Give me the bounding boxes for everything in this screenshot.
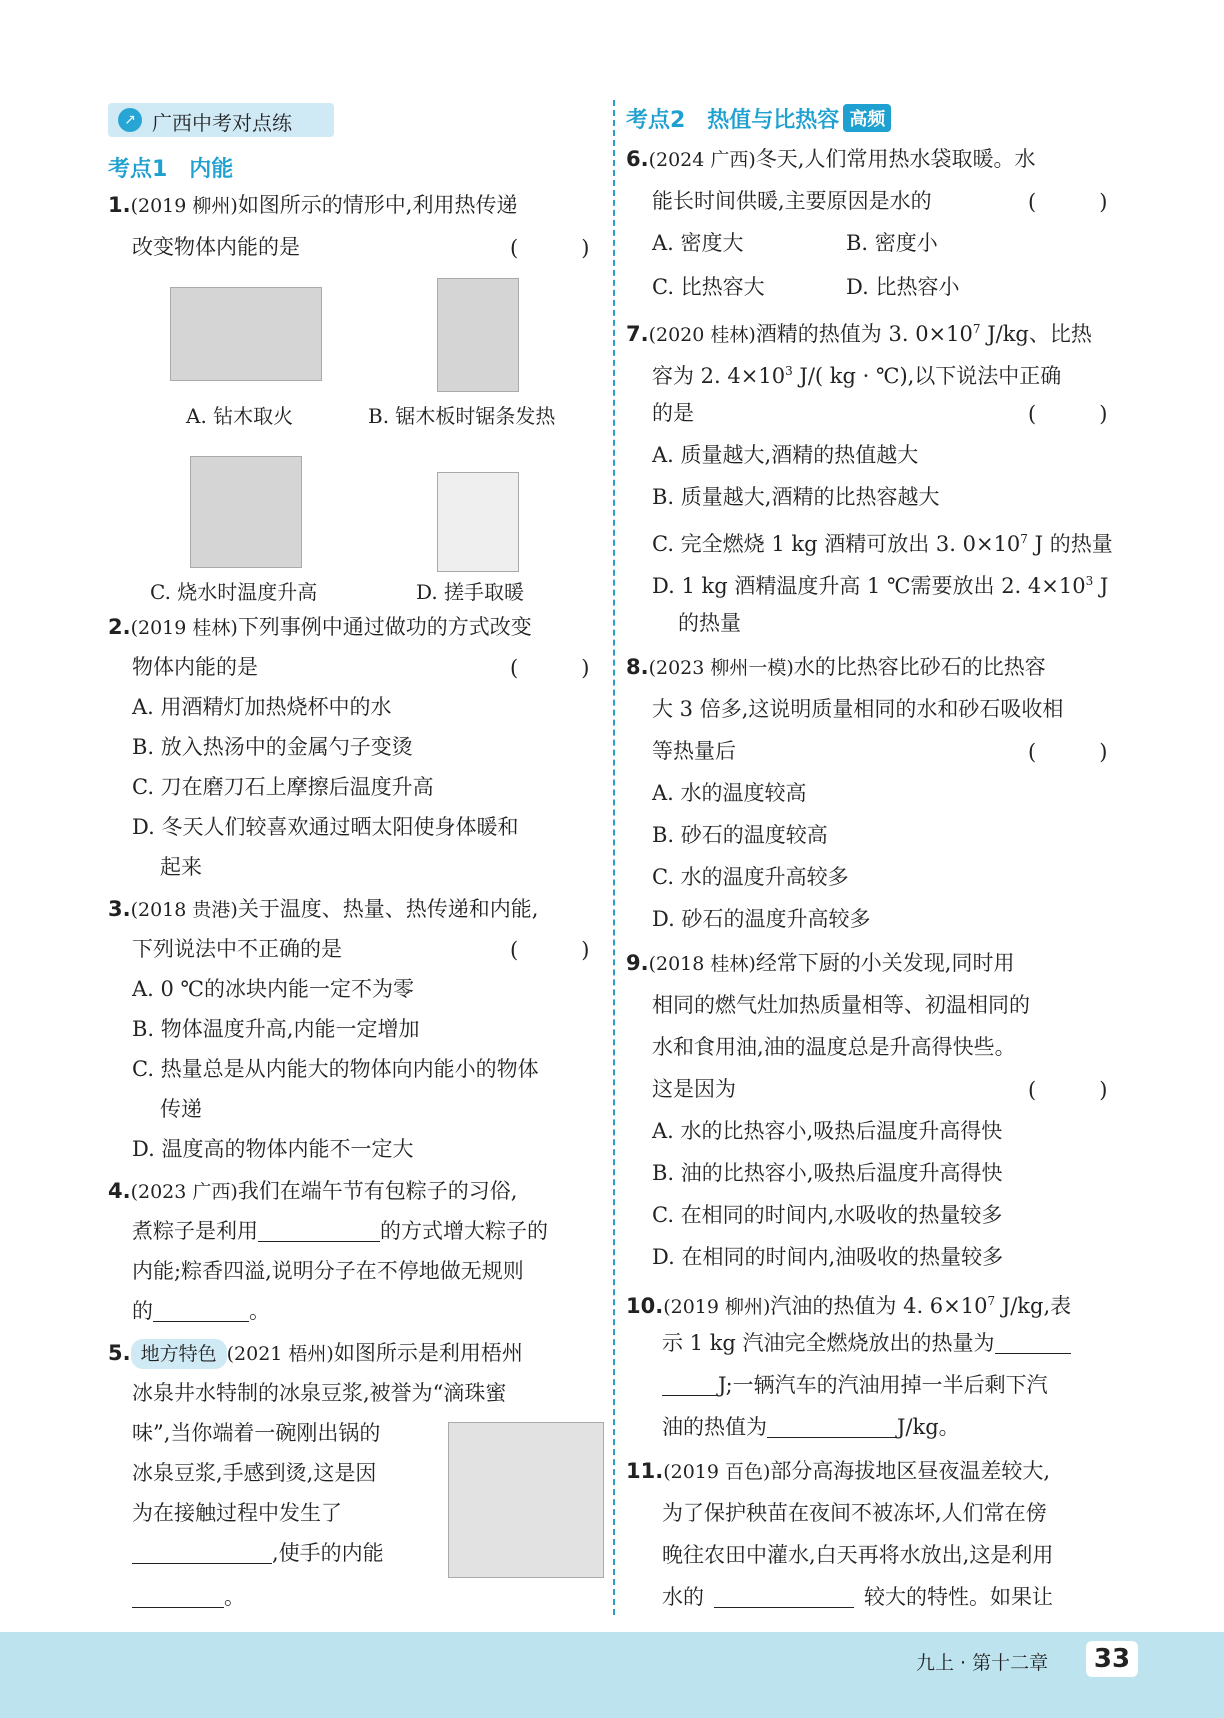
q11-blank1[interactable] [714,1585,854,1608]
q6-answer-paren: ( ) [1028,190,1108,214]
q9-line3: 水和食用油,油的温度总是升高得快些。 [652,1035,1016,1059]
q1-caption-b: B. 锯木板时锯条发热 [368,404,556,428]
q1-src: (2019 柳州) [130,195,238,217]
q6-option-c: C. 比热容大 [652,275,765,299]
q8-option-c: C. 水的温度升高较多 [652,865,849,889]
q2-option-a: A. 用酒精灯加热烧杯中的水 [132,695,392,719]
q8-option-a: A. 水的温度较高 [652,781,807,805]
q6-num: 6. [626,147,649,171]
q1-caption-d: D. 搓手取暖 [416,580,525,604]
q9-option-c: C. 在相同的时间内,水吸收的热量较多 [652,1203,1003,1227]
q10-text1b: J/kg,表 [995,1294,1072,1318]
q5-text1: 如图所示是利用梧州 [333,1341,523,1365]
q3-answer-paren: ( ) [510,938,590,962]
local-feature-badge: 地方特色 [131,1339,227,1369]
q5-blank1[interactable] [132,1541,272,1564]
q7-sup1: 7 [972,322,981,336]
q7-optc-a: C. 完全燃烧 1 kg 酒精可放出 3. 0×10 [652,532,1021,556]
q8-src: (2023 柳州一模) [648,657,794,679]
q7-text1b: J/kg、比热 [980,322,1092,346]
figure-soy-milk-bowl [448,1422,604,1578]
q9-line2: 相同的燃气灶加热质量相等、初温相同的 [652,993,1030,1017]
q3-text1: 关于温度、热量、热传递和内能, [237,897,539,921]
q8-num: 8. [626,655,649,679]
q7-line2 [652,356,1061,391]
q7-optd-a: D. 1 kg 酒精温度升高 1 ℃需要放出 2. 4×10 [652,574,1086,598]
q5-text7b: 。 [224,1585,245,1609]
q2-src: (2019 桂林) [130,617,238,639]
q8-option-d: D. 砂石的温度升高较多 [652,907,871,931]
q3-line1 [108,894,539,925]
q10-text3b: J;一辆汽车的汽油用掉一半后剩下汽 [718,1373,1048,1397]
q10-sup1: 7 [987,1294,996,1308]
q11-num: 11. [626,1459,664,1483]
q10-blank2[interactable] [767,1415,897,1438]
q2-num: 2. [108,615,131,639]
q9-answer-paren: ( ) [1028,1078,1108,1102]
q11-src: (2019 百色) [663,1461,771,1483]
q5-line2: 冰泉井水特制的冰泉豆浆,被誉为“滴珠蜜 [132,1381,507,1405]
q10-num: 10. [626,1294,664,1318]
kaodian2-heading [626,103,891,134]
q6-option-b: B. 密度小 [846,231,938,255]
q4-text2b: 的方式增大粽子的 [380,1219,548,1243]
q6-text1: 冬天,人们常用热水袋取暖。水 [755,147,1036,171]
q3-num: 3. [108,897,131,921]
q11-line3: 晚往农田中灌水,白天再将水放出,这是利用 [662,1543,1054,1567]
q10-src: (2019 柳州) [663,1296,771,1318]
q7-option-c [652,524,1113,559]
q7-text2b: J/( kg · ℃),以下说法中正确 [792,364,1062,388]
q9-num: 9. [626,951,649,975]
q3-option-b: B. 物体温度升高,内能一定增加 [132,1017,420,1041]
q5-line3: 味”,当你端着一碗刚出锅的 [132,1421,381,1445]
q1-line1 [108,190,518,221]
q8-line1 [626,652,1046,683]
q1-answer-paren: ( ) [510,236,590,260]
q7-text1a: 酒精的热值为 3. 0×10 [755,322,973,346]
q11-line4 [662,1582,1053,1612]
q3-option-a: A. 0 ℃的冰块内能一定不为零 [132,977,415,1001]
q10-blank1-cont[interactable] [662,1373,718,1396]
q4-text4b: 。 [249,1299,270,1323]
q8-answer-paren: ( ) [1028,740,1108,764]
q8-text1: 水的比热容比砂石的比热容 [793,655,1046,679]
q2-text1: 下列事例中通过做功的方式改变 [237,615,532,639]
section-banner [108,103,334,137]
q5-line7 [132,1582,245,1612]
q2-answer-paren: ( ) [510,656,590,680]
q3-src: (2018 贵港) [130,899,238,921]
q7-optd-b: J [1093,574,1109,598]
q11-line1 [626,1456,1050,1487]
q11-text4a: 水的 [662,1585,704,1609]
q4-blank2[interactable] [153,1299,249,1322]
q7-option-b: B. 质量越大,酒精的比热容越大 [652,485,940,509]
q8-line2: 大 3 倍多,这说明质量相同的水和砂石吸收相 [652,697,1064,721]
figure-saw-board [437,278,519,392]
q6-option-a: A. 密度大 [652,231,744,255]
q5-src: (2021 梧州) [226,1343,334,1365]
q9-option-a: A. 水的比热容小,吸热后温度升高得快 [652,1119,1003,1143]
trend-icon: ↗ [118,108,142,132]
q9-option-d: D. 在相同的时间内,油吸收的热量较多 [652,1245,1004,1269]
q9-option-b: B. 油的比热容小,吸热后温度升高得快 [652,1161,1003,1185]
q7-sup2: 3 [785,364,793,378]
q11-line2: 为了保护秧苗在夜间不被冻坏,人们常在傍 [662,1501,1047,1525]
q7-answer-paren: ( ) [1028,402,1108,426]
q4-text4a: 的 [132,1299,153,1323]
kaodian2-text: 考点2 热值与比热容 [626,108,840,133]
q2-option-d-cont: 起来 [160,855,202,879]
q4-src: (2023 广西) [130,1181,238,1203]
q5-blank2[interactable] [132,1585,224,1608]
q9-line4: 这是因为 [652,1077,736,1101]
q6-option-d: D. 比热容小 [846,275,960,299]
q5-line5: 为在接触过程中发生了 [132,1501,342,1525]
q10-line3 [662,1370,1048,1400]
q10-line4 [662,1412,960,1442]
q4-text1: 我们在端午节有包粽子的习俗, [237,1179,518,1203]
q4-line2 [132,1216,548,1246]
q5-line6 [132,1538,384,1568]
q7-line3: 的是 [652,401,694,425]
q4-line4 [132,1296,270,1326]
q6-src: (2024 广西) [648,149,756,171]
q4-text2a: 煮粽子是利用 [132,1219,258,1243]
q3-option-c: C. 热量总是从内能大的物体向内能小的物体 [132,1057,539,1081]
q6-line1 [626,144,1036,175]
q4-line1 [108,1176,518,1207]
q6-line2: 能长时间供暖,主要原因是水的 [652,189,932,213]
q2-option-d: D. 冬天人们较喜欢通过晒太阳使身体暖和 [132,815,519,839]
q9-line1 [626,948,1015,979]
q8-option-b: B. 砂石的温度较高 [652,823,828,847]
q1-line2: 改变物体内能的是 [132,235,300,259]
q3-line2: 下列说法中不正确的是 [132,937,342,961]
q10-line2 [662,1328,1071,1358]
q3-option-c-cont: 传递 [160,1097,202,1121]
chapter-label: 九上 · 第十二章 [916,1652,1049,1674]
figure-drill-wood [170,287,322,381]
section-banner-text: 广西中考对点练 [152,111,292,135]
q1-num: 1. [108,193,131,217]
q9-text1: 经常下厨的小关发现,同时用 [755,951,1015,975]
q5-line4: 冰泉豆浆,手感到烫,这是因 [132,1461,377,1485]
q1-caption-a: A. 钻木取火 [186,404,294,428]
q7-line1 [626,314,1092,350]
q2-option-b: B. 放入热汤中的金属勺子变烫 [132,735,413,759]
q2-line1 [108,612,532,643]
q10-text1a: 汽油的热值为 4. 6×10 [770,1294,988,1318]
q11-text4b: 较大的特性。如果让 [864,1585,1053,1609]
q10-blank1[interactable] [995,1331,1071,1354]
q10-text4a: 油的热值为 [662,1415,767,1439]
figure-rubbing-hands [437,472,519,572]
page-number: 33 [1086,1641,1138,1677]
q9-src: (2018 桂林) [648,953,756,975]
q1-caption-c: C. 烧水时温度升高 [150,580,318,604]
q3-option-d: D. 温度高的物体内能不一定大 [132,1137,414,1161]
q5-text6b: ,使手的内能 [272,1541,384,1565]
column-divider [613,100,615,1615]
q7-num: 7. [626,322,649,346]
q7-optd-sup: 3 [1085,574,1094,588]
q7-option-d [652,566,1108,601]
q4-num: 4. [108,1179,131,1203]
q2-line2: 物体内能的是 [132,655,258,679]
q7-optc-sup: 7 [1020,532,1028,546]
q11-text1: 部分高海拔地区昼夜温差较大, [770,1459,1051,1483]
q10-line1 [626,1286,1071,1322]
q5-num: 5. [108,1341,131,1365]
high-frequency-tag: 高频 [843,104,891,132]
q4-line3: 内能;粽香四溢,说明分子在不停地做无规则 [132,1259,524,1283]
q4-blank1[interactable] [258,1219,380,1242]
kaodian1-heading: 考点1 内能 [108,157,234,182]
q7-option-d-cont: 的热量 [678,611,741,635]
q7-src: (2020 桂林) [648,324,756,346]
q7-optc-b: J 的热量 [1027,532,1113,556]
q10-text2: 示 1 kg 汽油完全燃烧放出的热量为 [662,1331,995,1355]
q2-option-c: C. 刀在磨刀石上摩擦后温度升高 [132,775,434,799]
q7-text2a: 容为 2. 4×10 [652,364,786,388]
q7-option-a: A. 质量越大,酒精的热值越大 [652,443,919,467]
q1-text1: 如图所示的情形中,利用热传递 [237,193,518,217]
figure-kettle [190,456,302,568]
q5-line1 [108,1338,523,1369]
q10-text4b: J/kg。 [897,1415,960,1439]
page-footer [0,1632,1224,1718]
q8-line3: 等热量后 [652,739,736,763]
